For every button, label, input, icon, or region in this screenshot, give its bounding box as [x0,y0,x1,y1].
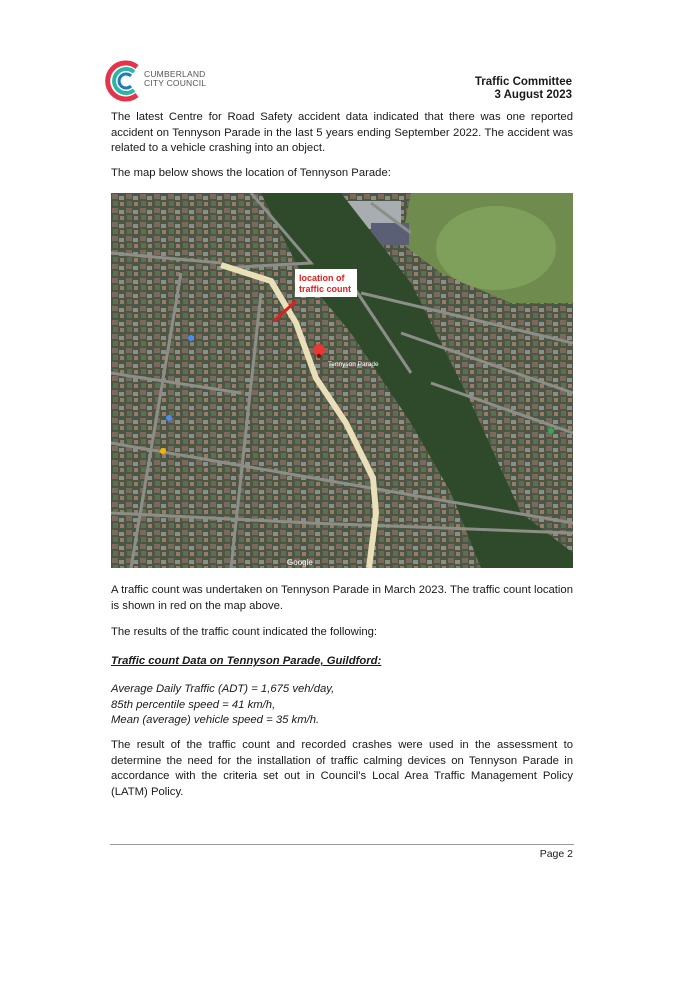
document-header [475,76,572,102]
adt-line: Average Daily Traffic (ADT) = 1,675 veh/day, [111,683,335,695]
map-attribution: Google [287,558,313,567]
poi-marker-icon [160,448,166,454]
location-map [111,193,573,568]
percentile-speed-line: 85th percentile speed = 41 km/h, [111,698,276,711]
map-intro-paragraph: The map below shows the location of Tennyson Parade: [111,167,391,179]
poi-marker-icon [166,415,172,421]
council-logo-icon [103,59,147,103]
results-intro-paragraph: The results of the traffic count indicated the following: [111,626,378,638]
map-image [111,193,573,568]
annotation-line1: location of [299,273,345,283]
footer-divider [110,844,574,845]
poi-marker-icon [548,428,554,434]
committee-title: Traffic Committee [474,76,572,88]
poi-marker-icon [188,335,194,341]
page-number: Page 2 [539,848,573,860]
council-name-line2: CITY COUNCIL [144,78,207,88]
oval [436,206,556,290]
assessment-paragraph: The result of the traffic count and recorded crashes were used in the assessment to determine the need for the installation of traffic calming devices on Tennyson Parade in accordance with the criteria set out in Council's Local Area Traffic Management Policy (LATM) Policy. [111,739,573,798]
mean-speed-line: Mean (average) vehicle speed = 35 km/h. [111,714,320,726]
accident-paragraph: The latest Centre for Road Safety accident data indicated that there was one reported accident on Tennyson Parade in the last 5 years ending September 2022. The accident was related to a vehicle crashing into an object. [111,111,573,154]
meeting-date: 3 August 2023 [494,89,572,101]
council-name-line1: CUMBERLAND [144,69,206,79]
data-heading: Traffic count Data on Tennyson Parade, Guildford: [111,655,382,667]
data-list [111,682,573,729]
annotation-line2: traffic count [299,284,352,294]
map-pin-dot [317,354,321,358]
pin-label: Tennyson Parade [328,361,379,368]
traffic-count-paragraph: A traffic count was undertaken on Tennyson Parade in March 2023. The traffic count location is shown in red on the map above. [111,584,573,612]
council-name [144,70,206,88]
